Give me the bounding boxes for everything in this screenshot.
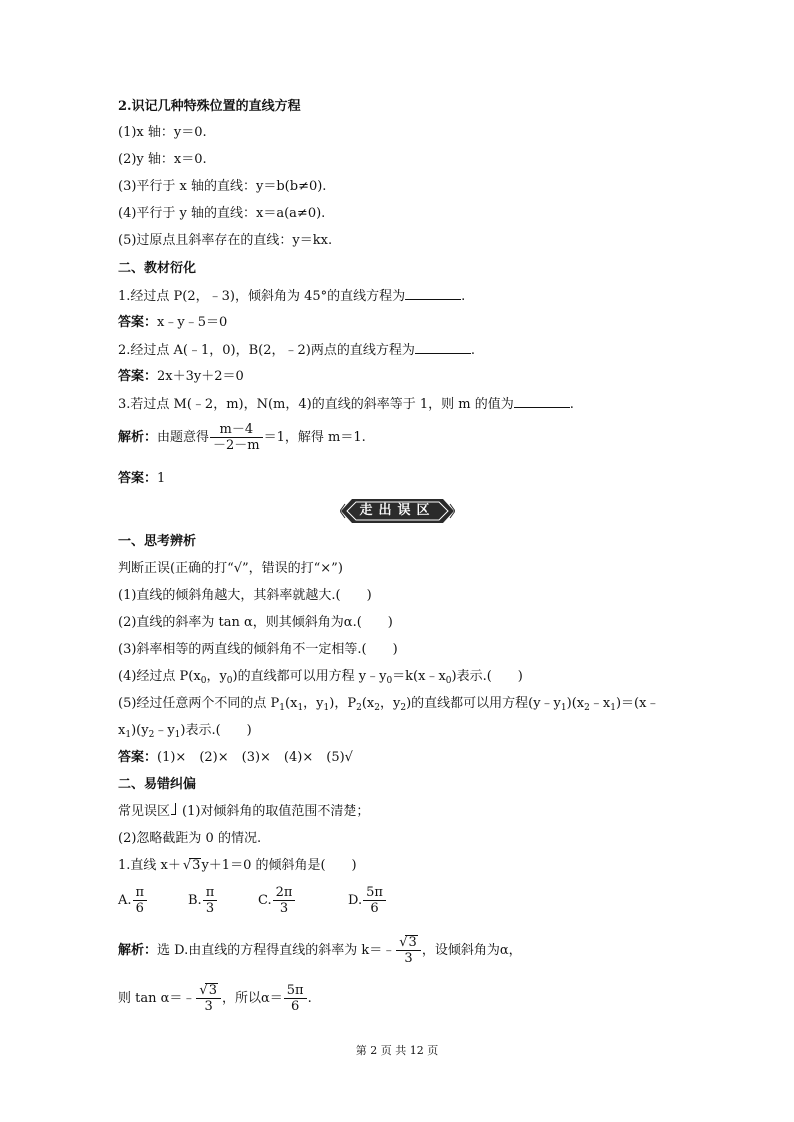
answer-judge: 答案：(1)× (2)× (3)× (4)× (5)√: [118, 750, 353, 765]
answer-2: 答案：2x＋3y＋2＝0: [118, 369, 244, 384]
judge-item-2: (2)直线的斜率为 tan α，则其倾斜角为α.( ): [118, 615, 393, 630]
question-3: 3.若过点 M(﹣2，m)，N(m，4)的直线的斜率等于 1，则 m 的值为 .: [118, 397, 574, 412]
sqrt: √ 3: [205, 983, 218, 997]
common-mistakes-label: 常见误区: [118, 804, 171, 819]
section-heading-yicuo: 二、易错纠偏: [118, 777, 197, 792]
analysis-4-line-2: 则 tan α＝﹣ √ $\frac{3}{3}$ ，所以α＝ $\frac{5\pi}{6}$ .: [118, 983, 312, 1014]
sqrt: √ 3: [405, 935, 418, 949]
section-heading-sikao: 一、思考辨析: [118, 534, 197, 549]
fraction: $\frac{5\pi}{6}$: [363, 885, 386, 916]
question-1: 1.经过点 P(2，﹣3)，倾斜角为 45°的直线方程为 .: [118, 289, 466, 304]
fraction: √ $\frac{3}{3}$: [196, 983, 221, 1014]
section-heading-special-lines: 2.识记几种特殊位置的直线方程: [118, 99, 301, 114]
option-c: C. $\frac{2\pi}{3}$: [258, 885, 296, 916]
text-line: (2)y 轴：x＝0.: [118, 152, 207, 167]
fraction: √ $\frac{3}{3}$: [396, 935, 421, 966]
judge-item-4: (4)经过点 $P(x_0$，$y_0$)的直线都可以用方程 $y﹣y_0=k(x﹣x_0)$表示.( ): [118, 669, 523, 686]
text-line: (3)平行于 x 轴的直线：y＝b(b≠0).: [118, 179, 327, 194]
fraction: $\frac{m-4}{-2-m}$: [210, 422, 263, 453]
answer-1: 答案：x﹣y﹣5＝0: [118, 315, 228, 330]
answer-blank: [514, 395, 570, 408]
judge-item-1: (1)直线的倾斜角越大，其斜率就越大.( ): [118, 588, 372, 603]
answer-3: 答案：1: [118, 471, 166, 486]
judge-item-5-line-2: $x_1)(y_2﹣y_1)$表示.( ): [118, 723, 252, 740]
common-mistake-2: (2)忽略截距为 0 的情况.: [118, 831, 262, 846]
text-line: (5)过原点且斜率存在的直线：y＝kx.: [118, 233, 333, 248]
text-line: (4)平行于 y 轴的直线：x＝a(a≠0).: [118, 206, 326, 221]
judge-item-5-line-1: (5)经过任意两个不同的点 $P_1(x_1$，$y_1$)，$P_2(x_2$，$y_2$)的直线都可以用方程$(y﹣y_1)(x_2﹣x_1)=(x﹣$: [118, 696, 660, 713]
banner-title: 走出误区: [359, 503, 436, 518]
answer-blank: [405, 287, 461, 300]
judge-item-3: (3)斜率相等的两直线的倾斜角不一定相等.( ): [118, 642, 398, 657]
section-heading-jiaocai: 二、教材衍化: [118, 261, 197, 276]
common-mistakes: 常见误区 (1)对倾斜角的取值范围不清楚；: [118, 804, 370, 819]
question-4: 1.直线 x＋√ 3y＋1＝0 的倾斜角是( ): [118, 857, 357, 875]
answer-blank: [415, 341, 471, 354]
label-bracket: [171, 803, 176, 815]
option-b: B. $\frac{\pi}{3}$: [188, 885, 218, 916]
option-d: D. $\frac{5\pi}{6}$: [348, 885, 387, 916]
fraction: $\frac{5\pi}{6}$: [284, 983, 307, 1014]
question-2: 2.经过点 A(﹣1，0)，B(2，﹣2)两点的直线方程为 .: [118, 343, 475, 358]
judge-instruction: 判断正误(正确的打“√”，错误的打“×”): [118, 561, 343, 576]
analysis-4-line-1: 解析：选 D.由直线的方程得直线的斜率为 k＝﹣ √ $\frac{3}{3}$ ，设倾斜角为α，: [118, 935, 522, 966]
section-banner: [340, 498, 455, 524]
option-a: A. $\frac{\pi}{6}$: [118, 885, 148, 916]
sqrt: √ 3: [189, 858, 202, 872]
text-line: (1)x 轴：y＝0.: [118, 125, 207, 140]
analysis-3: 解析：由题意得 $\frac{m-4}{-2-m}$ ＝1，解得 m＝1.: [118, 422, 366, 453]
fraction: $\frac{\pi}{3}$: [203, 885, 218, 916]
fraction: $\frac{2\pi}{3}$: [273, 885, 296, 916]
fraction: $\frac{\pi}{6}$: [133, 885, 148, 916]
page-footer: 第 2 页 共 12 页: [355, 1044, 439, 1057]
